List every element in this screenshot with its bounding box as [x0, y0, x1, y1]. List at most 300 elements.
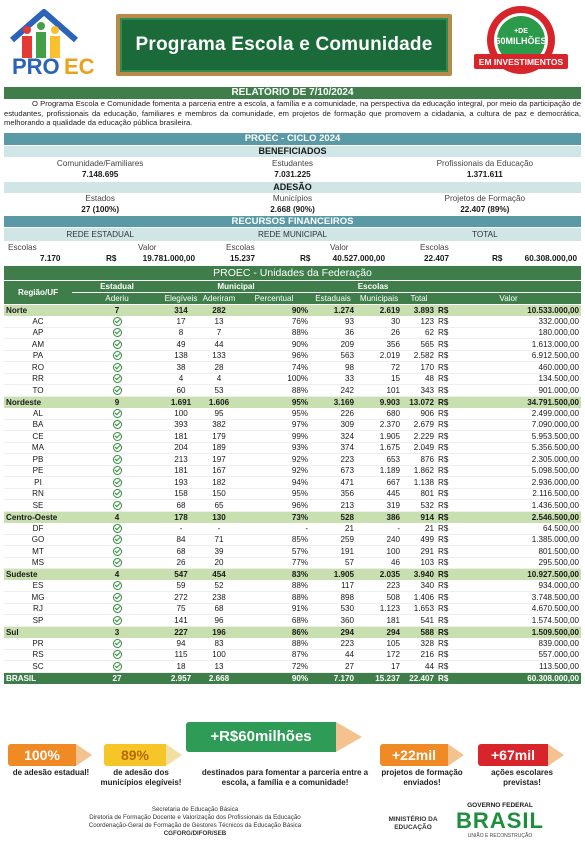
cell-municipais: 9.903: [356, 396, 402, 408]
value-profissionais: 1.371.611: [466, 170, 503, 179]
cell-valor: 934.000,00: [456, 580, 581, 592]
cell-estaduais: 213: [310, 500, 356, 512]
cell-aderiram: 238: [200, 592, 238, 604]
currency-tot: R$: [492, 254, 503, 263]
check-icon: [113, 351, 122, 360]
cell-aderiu: [72, 580, 162, 592]
cell-elegiveis: 4: [162, 373, 200, 385]
cell-aderiram: 44: [200, 339, 238, 351]
cell-municipais: 46: [356, 557, 402, 569]
cell-estaduais: 3.169: [310, 396, 356, 408]
cell-aderiram: 96: [200, 615, 238, 627]
cell-aderiu: [72, 350, 162, 362]
cell-aderiu: [72, 615, 162, 627]
check-icon: [113, 432, 122, 441]
cell-percentual: 95%: [238, 396, 310, 408]
region-row: [4, 511, 581, 523]
cell-municipais: 181: [356, 615, 402, 627]
cell-total: 2.229: [402, 431, 436, 443]
cell-elegiveis: 1.691: [162, 396, 200, 408]
check-icon: [113, 639, 122, 648]
value-valor-mun: 40.527.000,00: [332, 254, 385, 263]
cell-valor: 2.936.000,00: [456, 477, 581, 489]
cell-aderiu: 9: [72, 396, 162, 408]
cell-total: 2.049: [402, 442, 436, 454]
cell-estaduais: 324: [310, 431, 356, 443]
cell-uf: Centro-Oeste: [4, 511, 72, 523]
cell-total: 216: [402, 649, 436, 661]
value-escolas-mun: 15.237: [230, 254, 256, 263]
cell-valor: 1.574.500,00: [456, 615, 581, 627]
region-row: [4, 396, 581, 408]
cell-percentual: 95%: [238, 488, 310, 500]
header: [0, 0, 585, 86]
caption-estadual: de adesão estadual!: [12, 768, 90, 777]
cell-uf: AP: [4, 327, 72, 339]
check-icon: [113, 386, 122, 395]
cell-municipais: 17: [356, 661, 402, 673]
check-icon: [113, 650, 122, 659]
footer-line-3: Coordenação-Geral de Formação de Gestores Técnicos da Educação Básica: [88, 822, 302, 829]
check-icon: [113, 409, 122, 418]
cell-aderiram: 65: [200, 500, 238, 512]
group-municipal: REDE MUNICIPAL: [257, 230, 327, 239]
cell-aderiram: 130: [200, 511, 238, 523]
cell-uf: PR: [4, 638, 72, 650]
check-icon: [113, 443, 122, 452]
ministry-name: MINISTÉRIO DA EDUCAÇÃO: [388, 816, 438, 831]
uf-title: PROEC - Unidades da Federação: [4, 266, 581, 280]
cell-valor: 1.613.000,00: [456, 339, 581, 351]
cell-uf: Sul: [4, 626, 72, 638]
cell-valor: 901.000,00: [456, 385, 581, 397]
check-icon: [113, 581, 122, 590]
state-row: [4, 350, 581, 362]
cell-total: 44: [402, 661, 436, 673]
cell-municipais: 72: [356, 362, 402, 374]
cell-valor: 4.670.500,00: [456, 603, 581, 615]
cell-aderiu: 4: [72, 511, 162, 523]
state-row: [4, 454, 581, 466]
cell-currency: R$: [436, 672, 456, 684]
header-estaduais: Estaduais: [310, 293, 356, 305]
pencil-investimentos-label: +R$60milhões: [186, 722, 336, 752]
value-comunidade: 7.148.695: [81, 170, 119, 179]
cell-currency: R$: [436, 316, 456, 328]
cell-percentual: 88%: [238, 638, 310, 650]
cell-aderiu: [72, 592, 162, 604]
cell-municipais: 2.619: [356, 304, 402, 316]
state-row: [4, 592, 581, 604]
cell-aderiu: [72, 454, 162, 466]
pencil-projetos: [380, 744, 466, 766]
pencil-projetos-label: +22mil: [380, 744, 448, 766]
cell-valor: 557.000,00: [456, 649, 581, 661]
header-total: Total: [402, 293, 436, 305]
recursos-labels: [4, 242, 581, 253]
cell-aderiram: 68: [200, 603, 238, 615]
cell-estaduais: 93: [310, 316, 356, 328]
cell-estaduais: 21: [310, 523, 356, 535]
state-row: [4, 661, 581, 673]
cell-currency: R$: [436, 534, 456, 546]
cell-uf: DF: [4, 523, 72, 535]
cell-total: 2.679: [402, 419, 436, 431]
cell-aderiram: 150: [200, 488, 238, 500]
check-icon: [113, 558, 122, 567]
check-icon: [113, 489, 122, 498]
cell-valor: 2.499.000,00: [456, 408, 581, 420]
cell-elegiveis: 68: [162, 500, 200, 512]
cell-aderiu: [72, 373, 162, 385]
cell-elegiveis: -: [162, 523, 200, 535]
uf-table: [4, 281, 581, 684]
cell-total: 541: [402, 615, 436, 627]
cell-elegiveis: 38: [162, 362, 200, 374]
cell-municipais: 294: [356, 626, 402, 638]
cell-valor: 3.748.500,00: [456, 592, 581, 604]
cell-total: 62: [402, 327, 436, 339]
cell-total: 3.940: [402, 569, 436, 581]
cell-municipais: 2.019: [356, 350, 402, 362]
recursos-values: [4, 253, 581, 264]
cell-aderiram: 4: [200, 373, 238, 385]
cell-valor: 5.356.500,00: [456, 442, 581, 454]
cell-aderiu: [72, 603, 162, 615]
cell-aderiram: 133: [200, 350, 238, 362]
state-row: [4, 546, 581, 558]
cell-valor: 332.000,00: [456, 316, 581, 328]
cell-uf: AM: [4, 339, 72, 351]
cell-municipais: 15: [356, 373, 402, 385]
cell-valor: 460.000,00: [456, 362, 581, 374]
cell-aderiu: [72, 408, 162, 420]
cell-municipais: 30: [356, 316, 402, 328]
cell-aderiram: 454: [200, 569, 238, 581]
cell-aderiram: 179: [200, 431, 238, 443]
cell-elegiveis: 158: [162, 488, 200, 500]
cell-municipais: 101: [356, 385, 402, 397]
recursos-groups: [4, 228, 581, 241]
cell-valor: 34.791.500,00: [456, 396, 581, 408]
cell-percentual: 88%: [238, 327, 310, 339]
cell-uf: BRASIL: [4, 672, 72, 684]
cell-aderiram: 167: [200, 465, 238, 477]
label-escolas-est: Escolas: [8, 243, 37, 252]
gov-sub: UNIÃO E RECONSTRUÇÃO: [467, 833, 533, 839]
cell-estaduais: 27: [310, 661, 356, 673]
cell-uf: RS: [4, 649, 72, 661]
cell-aderiu: [72, 477, 162, 489]
cell-valor: 295.500,00: [456, 557, 581, 569]
cell-uf: RN: [4, 488, 72, 500]
cell-total: 21: [402, 523, 436, 535]
cell-municipais: 15.237: [356, 672, 402, 684]
header-municipal: Municipal: [162, 281, 310, 293]
cell-percentual: -: [238, 523, 310, 535]
svg-text:EM INVESTIMENTOS: EM INVESTIMENTOS: [478, 57, 564, 67]
check-icon: [113, 604, 122, 613]
state-row: [4, 339, 581, 351]
cell-aderiu: 7: [72, 304, 162, 316]
cell-aderiram: 100: [200, 649, 238, 661]
svg-text:EC: EC: [64, 54, 95, 78]
cell-municipais: 508: [356, 592, 402, 604]
svg-text:60MILHÕES: 60MILHÕES: [495, 36, 547, 46]
cell-elegiveis: 138: [162, 350, 200, 362]
cell-municipais: 445: [356, 488, 402, 500]
cell-percentual: 74%: [238, 362, 310, 374]
header-escolas: Escolas: [310, 281, 436, 293]
cell-municipais: 2.035: [356, 569, 402, 581]
cell-aderiu: [72, 649, 162, 661]
uf-table-body: [4, 304, 581, 684]
brasil-wordmark: BRASIL: [456, 808, 544, 833]
check-icon: [113, 374, 122, 383]
cell-uf: RJ: [4, 603, 72, 615]
cell-percentual: 90%: [238, 304, 310, 316]
cell-currency: R$: [436, 350, 456, 362]
cell-aderiu: [72, 523, 162, 535]
group-estadual: REDE ESTADUAL: [66, 230, 134, 239]
cell-currency: R$: [436, 661, 456, 673]
caption-municipios: de adesão dos municípios elegíveis!: [100, 768, 182, 787]
cell-estaduais: 471: [310, 477, 356, 489]
cell-estaduais: 259: [310, 534, 356, 546]
state-row: [4, 477, 581, 489]
cell-currency: R$: [436, 327, 456, 339]
cell-currency: R$: [436, 603, 456, 615]
cycle-title: PROEC - CICLO 2024: [4, 133, 581, 145]
intro-text: O Programa Escola e Comunidade fomenta a parceria entre a escola, a família e a comunidade, na perspectiva da educação integral, por meio da participação de estudantes, profissionais da educação, familiares e membros da comunidade, em projetos de formação que promovem a cidadania, a cultura de paz e democrática, melhorando a qualidade da educação pública brasileira.: [4, 99, 581, 128]
cell-percentual: 88%: [238, 592, 310, 604]
state-row: [4, 580, 581, 592]
pencil-estadual-label: 100%: [8, 744, 76, 766]
state-row: [4, 603, 581, 615]
cell-aderiu: [72, 465, 162, 477]
gov-logo: [450, 802, 550, 844]
check-icon: [113, 662, 122, 671]
cell-estaduais: 98: [310, 362, 356, 374]
check-icon: [113, 466, 122, 475]
cell-estaduais: 226: [310, 408, 356, 420]
cell-elegiveis: 314: [162, 304, 200, 316]
cell-municipais: 356: [356, 339, 402, 351]
check-icon: [113, 535, 122, 544]
cell-currency: R$: [436, 304, 456, 316]
cell-total: 2.582: [402, 350, 436, 362]
label-estudantes: Estudantes: [272, 159, 313, 168]
cell-total: 123: [402, 316, 436, 328]
cell-estaduais: 673: [310, 465, 356, 477]
cell-valor: 7.090.000,00: [456, 419, 581, 431]
cell-aderiram: 28: [200, 362, 238, 374]
recursos-title: RECURSOS FINANCEIROS: [4, 216, 581, 227]
cell-percentual: 73%: [238, 511, 310, 523]
state-row: [4, 649, 581, 661]
cell-total: 906: [402, 408, 436, 420]
footer-line-1: Secretaria de Educação Básica: [151, 806, 239, 813]
pencil-acoes: [478, 744, 566, 766]
cell-uf: Sudeste: [4, 569, 72, 581]
cell-elegiveis: 204: [162, 442, 200, 454]
cell-estaduais: 117: [310, 580, 356, 592]
cell-aderiram: 197: [200, 454, 238, 466]
cell-valor: 64.500,00: [456, 523, 581, 535]
label-projetos: Projetos de Formação: [444, 194, 526, 203]
value-estudantes: 7.031.225: [274, 170, 311, 179]
cell-percentual: 92%: [238, 454, 310, 466]
header-aderiu: Aderiu: [72, 293, 162, 305]
cell-estaduais: 33: [310, 373, 356, 385]
cell-municipais: 1.123: [356, 603, 402, 615]
cell-aderiram: 282: [200, 304, 238, 316]
cell-total: 914: [402, 511, 436, 523]
cell-currency: R$: [436, 373, 456, 385]
cell-uf: GO: [4, 534, 72, 546]
state-row: [4, 408, 581, 420]
cell-valor: 6.912.500,00: [456, 350, 581, 362]
svg-text:PRO: PRO: [12, 54, 60, 78]
region-row: [4, 569, 581, 581]
caption-projetos: projetos de formação enviados!: [381, 768, 463, 787]
cell-aderiu: [72, 431, 162, 443]
cell-uf: Nordeste: [4, 396, 72, 408]
header-estadual: Estadual: [72, 281, 162, 293]
value-municipios: 2.668 (90%): [270, 205, 315, 214]
cell-valor: 134.500,00: [456, 373, 581, 385]
page-title: Programa Escola e Comunidade: [135, 34, 433, 55]
state-row: [4, 385, 581, 397]
cell-uf: PA: [4, 350, 72, 362]
cell-estaduais: 356: [310, 488, 356, 500]
group-total: TOTAL: [472, 230, 498, 239]
cell-aderiram: 189: [200, 442, 238, 454]
cell-percentual: 88%: [238, 580, 310, 592]
cell-uf: ES: [4, 580, 72, 592]
check-icon: [113, 547, 122, 556]
cell-valor: 5.098.500,00: [456, 465, 581, 477]
cell-aderiu: [72, 327, 162, 339]
cell-elegiveis: 141: [162, 615, 200, 627]
cell-elegiveis: 115: [162, 649, 200, 661]
cell-elegiveis: 193: [162, 477, 200, 489]
cell-aderiram: 20: [200, 557, 238, 569]
cell-percentual: 76%: [238, 316, 310, 328]
cell-aderiu: [72, 661, 162, 673]
cell-estaduais: 360: [310, 615, 356, 627]
cell-total: 1.138: [402, 477, 436, 489]
cell-percentual: 97%: [238, 419, 310, 431]
cell-aderiram: 182: [200, 477, 238, 489]
cell-percentual: 96%: [238, 500, 310, 512]
cell-total: 1.862: [402, 465, 436, 477]
cell-percentual: 90%: [238, 672, 310, 684]
cell-percentual: 92%: [238, 465, 310, 477]
cell-aderiu: [72, 488, 162, 500]
cell-valor: 1.385.000,00: [456, 534, 581, 546]
cell-aderiram: 71: [200, 534, 238, 546]
cell-uf: MG: [4, 592, 72, 604]
cell-elegiveis: 547: [162, 569, 200, 581]
cell-percentual: 77%: [238, 557, 310, 569]
check-icon: [113, 478, 122, 487]
cell-aderiu: [72, 419, 162, 431]
total-row: [4, 672, 581, 684]
cell-estaduais: 223: [310, 638, 356, 650]
cell-municipais: 1.905: [356, 431, 402, 443]
cell-elegiveis: 272: [162, 592, 200, 604]
cell-valor: 2.116.500,00: [456, 488, 581, 500]
check-icon: [113, 524, 122, 533]
label-valor-mun: Valor: [330, 243, 349, 252]
region-row: [4, 626, 581, 638]
footer-line-2: Diretoria de Formação Docente e Valorização dos Profissionais da Educação: [89, 814, 301, 821]
label-escolas-tot: Escolas: [420, 243, 449, 252]
cell-estaduais: 374: [310, 442, 356, 454]
value-estados: 27 (100%): [81, 205, 120, 214]
cell-municipais: 2.370: [356, 419, 402, 431]
cell-uf: MT: [4, 546, 72, 558]
cell-elegiveis: 17: [162, 316, 200, 328]
pencil-municipios: [104, 744, 184, 766]
cell-currency: R$: [436, 569, 456, 581]
cell-estaduais: 242: [310, 385, 356, 397]
cell-elegiveis: 227: [162, 626, 200, 638]
state-row: [4, 316, 581, 328]
pencil-acoes-label: +67mil: [478, 744, 548, 766]
state-row: [4, 465, 581, 477]
cell-total: 22.407: [402, 672, 436, 684]
cell-uf: BA: [4, 419, 72, 431]
cell-aderiram: 2.668: [200, 672, 238, 684]
cell-currency: R$: [436, 385, 456, 397]
cell-currency: R$: [436, 580, 456, 592]
cell-percentual: 72%: [238, 661, 310, 673]
cell-percentual: 85%: [238, 534, 310, 546]
beneficiados-title: BENEFICIADOS: [4, 146, 581, 157]
cell-total: 291: [402, 546, 436, 558]
cell-currency: R$: [436, 442, 456, 454]
cell-currency: R$: [436, 339, 456, 351]
cell-percentual: 88%: [238, 385, 310, 397]
cell-aderiu: [72, 385, 162, 397]
cell-aderiu: [72, 638, 162, 650]
cell-valor: 5.953.500,00: [456, 431, 581, 443]
cell-total: 170: [402, 362, 436, 374]
cell-currency: R$: [436, 615, 456, 627]
cell-valor: 113.500,00: [456, 661, 581, 673]
cell-currency: R$: [436, 454, 456, 466]
cell-aderiram: 1.606: [200, 396, 238, 408]
check-icon: [113, 340, 122, 349]
cell-percentual: 95%: [238, 408, 310, 420]
check-icon: [113, 420, 122, 429]
cell-uf: PB: [4, 454, 72, 466]
cell-percentual: 93%: [238, 442, 310, 454]
cell-uf: SE: [4, 500, 72, 512]
cell-aderiram: -: [200, 523, 238, 535]
pencil-investimentos: [186, 722, 366, 752]
cell-currency: R$: [436, 557, 456, 569]
cell-total: 3.893: [402, 304, 436, 316]
cell-uf: PI: [4, 477, 72, 489]
cell-aderiram: 7: [200, 327, 238, 339]
state-row: [4, 488, 581, 500]
caption-acoes: ações escolares previstas!: [491, 768, 553, 787]
cell-total: 801: [402, 488, 436, 500]
cell-aderiram: 95: [200, 408, 238, 420]
